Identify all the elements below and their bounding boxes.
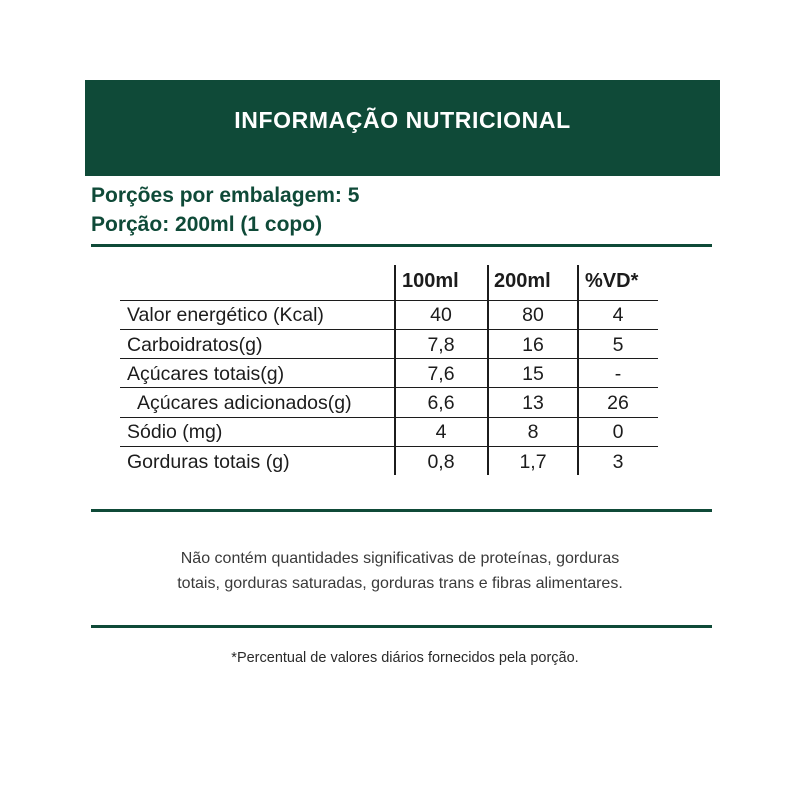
- row-divider: [120, 446, 658, 447]
- value-vd: 5: [612, 334, 624, 356]
- label-title: INFORMAÇÃO NUTRICIONAL: [234, 107, 571, 133]
- value-200ml: 16: [522, 334, 544, 356]
- header-banner: [85, 80, 720, 176]
- value-vd: 0: [612, 421, 624, 443]
- value-100ml: 6,6: [427, 392, 455, 414]
- value-200ml: 13: [522, 392, 544, 414]
- footnote: *Percentual de valores diários fornecidos pela porção.: [231, 650, 579, 666]
- row-divider: [120, 417, 658, 418]
- disclaimer-line-2: totais, gorduras saturadas, gorduras trans e fibras alimentares.: [177, 575, 623, 592]
- value-100ml: 0,8: [427, 451, 455, 473]
- value-100ml: 7,8: [427, 334, 455, 356]
- divider-middle: [91, 509, 712, 512]
- value-200ml: 8: [527, 421, 539, 443]
- nutrient-name: Sódio (mg): [127, 421, 223, 443]
- portions-per-package: Porções por embalagem: 5: [91, 184, 360, 207]
- nutrient-name: Valor energético (Kcal): [127, 304, 324, 326]
- disclaimer-note: [100, 546, 700, 596]
- column-header-200ml: 200ml: [494, 270, 551, 292]
- disclaimer-line-1: Não contém quantidades significativas de proteínas, gorduras: [180, 550, 620, 567]
- nutrient-name: Carboidratos(g): [127, 334, 263, 356]
- value-100ml: 40: [430, 304, 452, 326]
- portion-size: Porção: 200ml (1 copo): [91, 213, 323, 236]
- nutrient-name: Gorduras totais (g): [127, 451, 290, 473]
- divider-bottom: [91, 625, 712, 628]
- value-vd: 3: [612, 451, 624, 473]
- row-divider: [120, 358, 658, 359]
- value-100ml: 7,6: [427, 363, 455, 385]
- row-divider: [120, 300, 658, 301]
- row-divider: [120, 329, 658, 330]
- column-header-100ml: 100ml: [402, 270, 459, 292]
- value-200ml: 1,7: [519, 451, 547, 473]
- nutrient-name: Açúcares adicionados(g): [137, 392, 352, 414]
- value-vd: -: [614, 363, 622, 385]
- value-200ml: 80: [522, 304, 544, 326]
- divider-top: [91, 244, 712, 247]
- value-vd: 4: [612, 304, 624, 326]
- value-200ml: 15: [522, 363, 544, 385]
- value-100ml: 4: [435, 421, 447, 443]
- nutrient-name: Açúcares totais(g): [127, 363, 285, 385]
- value-vd: 26: [607, 392, 629, 414]
- row-divider: [120, 387, 658, 388]
- column-header-vd: %VD*: [585, 270, 639, 292]
